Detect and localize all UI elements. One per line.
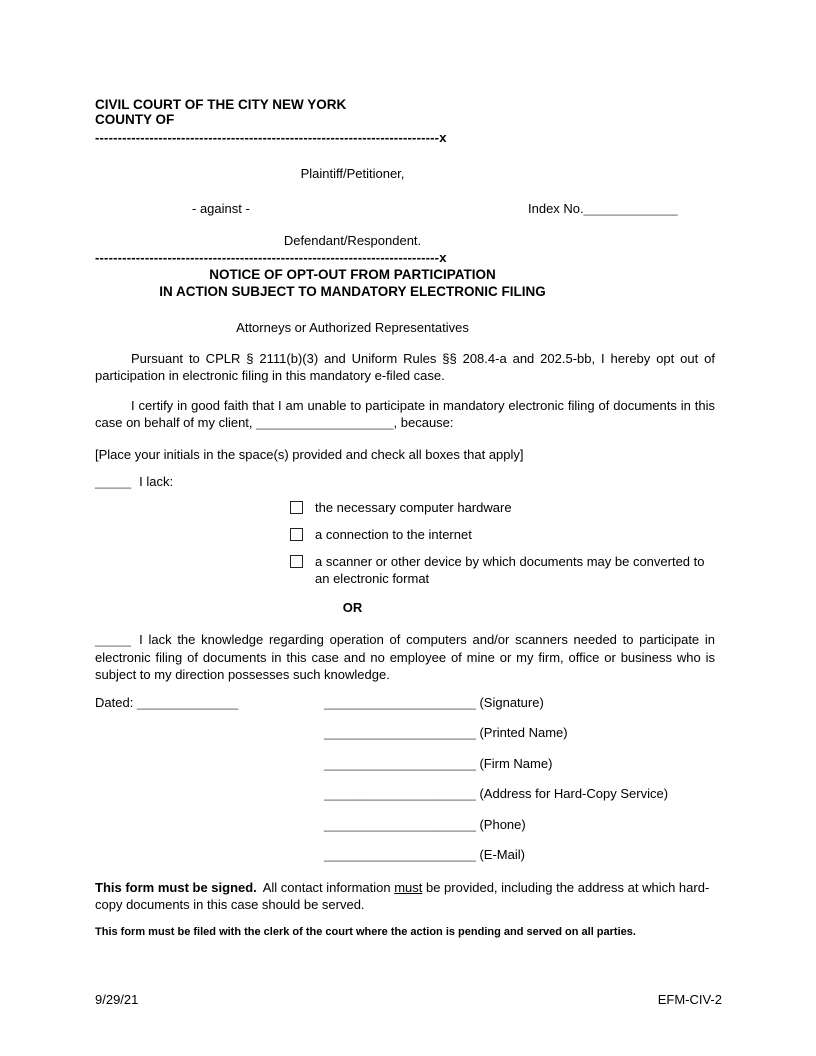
lack-intro-row (95, 473, 715, 490)
certify-text-pre: I certify in good faith that I am unable to participate in mandatory electronic filing of documents in this case on behalf of my client, (95, 398, 715, 430)
internet-checkbox-label: a connection to the internet (315, 527, 472, 542)
client-name-blank[interactable]: ___________________ (256, 415, 394, 430)
dated-field (95, 695, 238, 710)
initials-blank-lack[interactable]: _____ (95, 474, 132, 489)
county-line: COUNTY OF (95, 112, 175, 127)
note-signed (95, 879, 715, 913)
signature-block (95, 694, 715, 864)
hardware-checkbox-label: the necessary computer hardware (315, 500, 512, 515)
signature-label: (Signature) (479, 694, 544, 710)
address-blank[interactable]: _____________________ (324, 786, 476, 801)
note-signed-bold: This form must be signed. (95, 880, 257, 895)
footer-form-number: EFM-CIV-2 (657, 992, 722, 1007)
internet-checkbox[interactable] (290, 528, 303, 541)
footer-date: 9/29/21 (95, 992, 139, 1007)
form-content (95, 0, 715, 939)
printed-name-row (324, 724, 715, 741)
index-no-blank[interactable]: _____________ (583, 201, 678, 216)
firm-name-row (324, 755, 715, 772)
caption-divider-top: ----------------------------------------------------------------------------x (95, 130, 447, 145)
paragraph-certify (95, 397, 715, 431)
address-label: (Address for Hard-Copy Service) (479, 786, 669, 801)
caption-court-header (95, 97, 715, 127)
note-signed-rest: be provided, including the address at which hard-copy documents in this case should be served. (95, 880, 710, 912)
lack-intro-label: I lack: (139, 474, 174, 489)
dated-label: Dated: (95, 694, 134, 710)
checklist-item-scanner (290, 553, 715, 587)
printed-name-label: (Printed Name) (479, 725, 568, 740)
email-row (324, 846, 715, 863)
against-label: - against - (192, 201, 250, 216)
hardware-checkbox[interactable] (290, 501, 303, 514)
email-label: (E-Mail) (479, 847, 525, 862)
certify-text-post: , because: (393, 415, 454, 430)
printed-name-blank[interactable]: _____________________ (324, 725, 476, 740)
phone-label: (Phone) (479, 816, 526, 832)
checklist-item-hardware (290, 499, 715, 516)
scanner-checkbox-label: a scanner or other device by which documents may be converted to an electronic format (315, 554, 705, 586)
form-subtitle: Attorneys or Authorized Representatives (236, 320, 469, 335)
signature-field (324, 694, 544, 711)
plaintiff-label: Plaintiff/Petitioner, (300, 166, 405, 181)
reasons-checklist (290, 499, 715, 587)
paragraph-pursuant: Pursuant to CPLR § 2111(b)(3) and Uniform Rules §§ 208.4-a and 202.5-bb, I hereby opt out of participation in electronic filing in this mandatory e-filed case. (95, 351, 715, 383)
knowledge-text: I lack the knowledge regarding operation of computers and/or scanners needed to participate in electronic filing of documents in this case and no employee of mine or my firm, office or business who is subject to my direction possesses such knowledge. (95, 632, 715, 682)
paragraph-knowledge (95, 631, 715, 684)
initials-blank-knowledge[interactable]: _____ (95, 632, 132, 647)
firm-name-blank[interactable]: _____________________ (324, 755, 476, 771)
address-row (324, 785, 715, 802)
dated-signature-row (95, 694, 715, 711)
defendant-label: Defendant/Respondent. (283, 233, 422, 248)
note-signed-underlined: must (394, 880, 423, 895)
form-title-line2: IN ACTION SUBJECT TO MANDATORY ELECTRONIC FILING (159, 283, 546, 299)
signature-blank[interactable]: _____________________ (324, 694, 476, 710)
form-title-line1: NOTICE OF OPT-OUT FROM PARTICIPATION (209, 267, 496, 282)
index-no-label: Index No. (528, 201, 584, 216)
phone-row (324, 816, 715, 833)
court-name: CIVIL COURT OF THE CITY NEW YORK (95, 97, 347, 112)
or-separator: OR (342, 600, 363, 615)
note-filed: This form must be filed with the clerk of the court where the action is pending and served on all parties. (95, 926, 636, 938)
caption-divider-bottom: ----------------------------------------------------------------------------x (95, 250, 447, 265)
index-number-field (528, 201, 678, 217)
form-title (95, 267, 610, 300)
against-row (95, 201, 715, 217)
instruction-note: [Place your initials in the space(s) provided and check all boxes that apply] (95, 447, 524, 462)
checklist-item-internet (290, 526, 715, 543)
dated-blank[interactable]: ______________ (136, 694, 239, 710)
page-footer (95, 992, 722, 1007)
scanner-checkbox[interactable] (290, 555, 303, 568)
email-blank[interactable]: _____________________ (324, 847, 476, 862)
phone-blank[interactable]: _____________________ (324, 816, 476, 832)
note-signed-mid: All contact information (259, 880, 395, 895)
firm-name-label: (Firm Name) (479, 755, 553, 771)
